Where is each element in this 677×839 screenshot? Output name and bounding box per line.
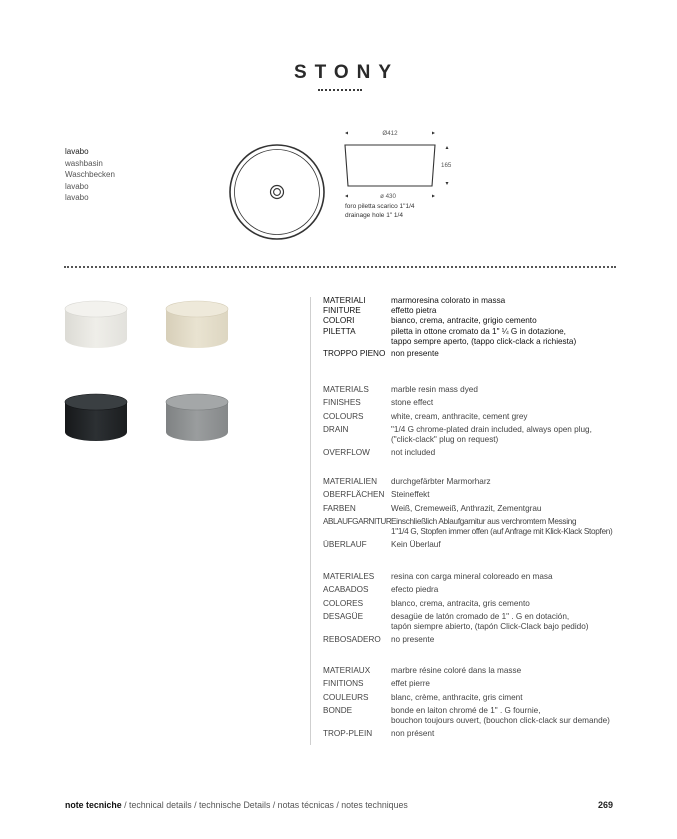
spec-label: DESAGÜE: [323, 612, 364, 622]
dimension-base-diameter: ø 430: [380, 193, 396, 200]
spec-value: blanc, crème, anthracite, gris ciment: [391, 692, 523, 702]
drain-note-it: foro piletta scarico 1"1/4: [345, 203, 415, 210]
spec-label: REBOSADERO: [323, 635, 381, 645]
basin-top-view-outer: [230, 145, 324, 239]
title-underline-dots: [318, 89, 362, 91]
specs-french: [323, 666, 621, 743]
spec-label: COLOURS: [323, 411, 364, 421]
spec-value: "1/4 G chrome-plated drain included, always open plug, ("click-clack" plug on request): [391, 425, 592, 444]
technical-drawing-svg: [225, 124, 465, 244]
dimension-arrow-right-icon: [432, 132, 435, 135]
spec-label: PILETTA: [323, 326, 356, 336]
spec-label: ABLAUFGARNITUR: [323, 517, 392, 527]
spec-label: ACABADOS: [323, 585, 369, 595]
dimension-arrow-left-icon: [345, 195, 348, 198]
dimension-arrow-right-icon: [432, 195, 435, 198]
dimension-arrow-left-icon: [345, 132, 348, 135]
spec-value: effet pierre: [391, 679, 430, 689]
spec-value: marmoresina colorato in massa: [391, 296, 506, 305]
drain-note-en: drainage hole 1" 1/4: [345, 211, 403, 219]
spec-row: [323, 412, 621, 422]
spec-label: OBERFLÄCHEN: [323, 490, 385, 500]
spec-label: TROPPO PIENO: [323, 349, 386, 359]
dimension-height: 165: [441, 162, 452, 169]
spec-row: [323, 693, 621, 703]
spec-row: [323, 504, 631, 514]
spec-row: [323, 327, 621, 347]
spec-value: stone effect: [391, 398, 434, 408]
spec-value: Weiß, Cremeweiß, Anthrazit, Zementgrau: [391, 503, 542, 513]
swatch-white: [64, 299, 128, 349]
product-name: lavabo: [65, 147, 89, 156]
spec-value: no presente: [391, 635, 435, 645]
spec-label: FINITURE: [323, 306, 361, 316]
spec-value: bonde en laiton chromé de 1" . G fournie, bouchon toujours ouvert, (bouchon click-clack sur demande): [391, 706, 610, 725]
spec-value: piletta in ottone cromato da 1" ¼ G in dotazione, tappo sempre aperto, (tappo click-clack a richiesta): [391, 326, 577, 346]
spec-row: [323, 349, 621, 359]
spec-value: marble resin mass dyed: [391, 385, 478, 394]
drain-hole-outer: [271, 186, 284, 199]
spec-row: [323, 490, 631, 500]
spec-row: [323, 666, 621, 676]
footer-rest: / technical details / technische Details / notas técnicas / notes techniques: [121, 800, 408, 810]
spec-value: blanco, crema, antracita, gris cemento: [391, 598, 530, 608]
spec-label: MATERIALIEN: [323, 477, 377, 486]
spec-row: [323, 425, 621, 445]
swatch-cement-grey: [165, 392, 229, 442]
spec-value: desagüe de latón cromado de 1" . G en dotación, tapón siempre abierto, (tapón Click-Clack bajo pedido): [391, 612, 589, 631]
page-number: 269: [597, 800, 613, 810]
spec-value: efecto piedra: [391, 585, 439, 595]
spec-value: not included: [391, 448, 436, 458]
spec-label: FINITIONS: [323, 679, 364, 689]
spec-value: Kein Überlauf: [391, 540, 441, 550]
spec-value: Steineffekt: [391, 490, 430, 500]
spec-label: FARBEN: [323, 503, 356, 513]
swatch-anthracite: [64, 392, 128, 442]
spec-row: [323, 599, 621, 609]
specs-italian: [323, 296, 621, 359]
spec-label: DRAIN: [323, 425, 349, 435]
spec-label: MATERIALI: [323, 296, 366, 305]
section-separator: [64, 266, 616, 268]
page-title: STONY: [293, 62, 400, 83]
spec-label: COULEURS: [323, 692, 369, 702]
spec-row: [323, 448, 621, 458]
product-label: [65, 146, 115, 204]
spec-row: [323, 385, 621, 395]
spec-row: [323, 316, 621, 326]
product-name-es: lavabo: [65, 181, 89, 191]
spec-label: FINISHES: [323, 398, 361, 408]
dimension-top-diameter: Ø412: [382, 130, 398, 137]
spec-value: marbre résine coloré dans la masse: [391, 666, 522, 675]
product-name-de: Waschbecken: [65, 170, 115, 180]
spec-value: effetto pietra: [391, 306, 437, 316]
spec-row: [323, 398, 621, 408]
spec-row: [323, 572, 621, 582]
spec-label: ÜBERLAUF: [323, 540, 367, 550]
spec-label: BONDE: [323, 706, 353, 716]
spec-row: [323, 517, 631, 537]
footer-section-title: [65, 800, 408, 810]
spec-label: MATERIAUX: [323, 666, 371, 675]
technical-drawing: [225, 124, 465, 244]
basin-top-view-inner: [235, 150, 320, 235]
spec-value: Einschließlich Ablaufgarnitur aus verchromtem Messing 1"1/4 G, Stopfen immer offen (auf Anfrage mit Klick-Klack Stopfen): [391, 517, 613, 536]
drain-hole-inner: [274, 189, 281, 196]
spec-label: MATERIALS: [323, 385, 369, 394]
spec-label: COLORES: [323, 598, 364, 608]
spec-row: [323, 540, 631, 550]
spec-value: non presente: [391, 349, 439, 359]
drain-note: [345, 203, 415, 220]
spec-row: [323, 296, 621, 306]
specs-english: [323, 385, 621, 462]
specs-spanish: [323, 572, 621, 649]
dimension-arrow-down-icon: [446, 182, 449, 185]
spec-label: TROP-PLEIN: [323, 729, 373, 739]
swatch-cream: [165, 299, 229, 349]
spec-value: resina con carga mineral coloreado en masa: [391, 572, 553, 581]
spec-value: non présent: [391, 729, 435, 739]
product-name-fr: lavabo: [65, 193, 89, 203]
spec-row: [323, 635, 621, 645]
spec-value: durchgefärbter Marmorharz: [391, 477, 491, 486]
spec-label: COLORI: [323, 316, 355, 326]
basin-side-view: [345, 145, 435, 186]
spec-label: MATERIALES: [323, 572, 375, 581]
dimension-arrow-up-icon: [446, 146, 449, 149]
specs-german: [323, 477, 631, 554]
spec-row: [323, 706, 621, 726]
footer-bold: note tecniche: [65, 800, 122, 810]
spec-value: bianco, crema, antracite, grigio cemento: [391, 316, 537, 326]
spec-row: [323, 612, 621, 632]
product-name-en: washbasin: [65, 158, 103, 168]
spec-row: [323, 729, 621, 739]
spec-row: [323, 585, 621, 595]
spec-label: OVERFLOW: [323, 448, 370, 458]
spec-value: white, cream, anthracite, cement grey: [391, 411, 528, 421]
spec-row: [323, 477, 631, 487]
spec-row: [323, 679, 621, 689]
spec-row: [323, 306, 621, 316]
column-divider: [310, 297, 311, 745]
